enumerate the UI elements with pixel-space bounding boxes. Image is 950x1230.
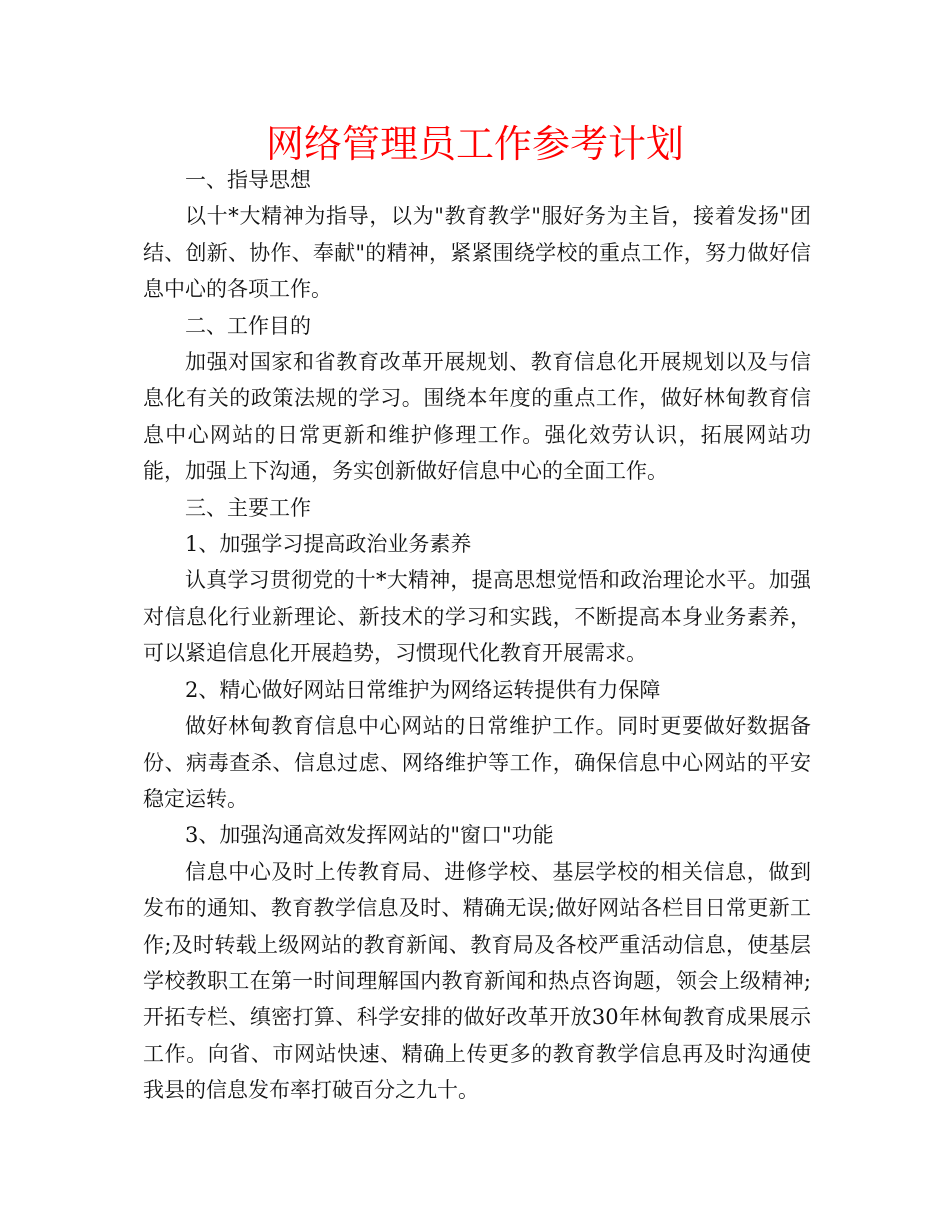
heading-main-work: 三、主要工作	[185, 495, 311, 520]
paragraph-maintenance: 做好林甸教育信息中心网站的日常维护工作。同时更要做好数据备份、病毒查杀、信息过虑、网络维护等工作，确保信息中心网站的平安稳定运转。	[143, 714, 811, 811]
heading-guiding-thought: 一、指导思想	[185, 168, 311, 192]
subheading-study: 1、加强学习提高政治业务素养	[185, 532, 472, 557]
document-title: 网络管理员工作参考计划	[265, 122, 684, 166]
paragraph-study: 认真学习贯彻党的十*大精神，提高思想觉悟和政治理论水平。加强对信息化行业新理论、新技术的学习和实践，不断提高本身业务素养，可以紧追信息化开展趋势，习惯现代化教育开展需求。	[143, 568, 811, 666]
document-body	[143, 162, 811, 1109]
paragraph-work-goal: 加强对国家和省教育改革开展规划、教育信息化开展规划以及与信息化有关的政策法规的学习。围绕本年度的重点工作，做好林甸教育信息中心网站的日常更新和维护修理工作。强化效劳认识，拓展网站功能，加强上下沟通，务实创新做好信息中心的全面工作。	[143, 350, 811, 484]
subheading-communication: 3、加强沟通高效发挥网站的"窗口"功能	[185, 823, 554, 848]
heading-work-goal: 二、工作目的	[185, 313, 311, 338]
subheading-maintenance: 2、精心做好网站日常维护为网络运转提供有力保障	[185, 677, 661, 702]
paragraph-communication: 信息中心及时上传教育局、进修学校、基层学校的相关信息，做到发布的通知、教育教学信息及时、精确无误;做好网站各栏目日常更新工作;及时转载上级网站的教育新闻、教育局及各校严重活动信息，使基层学校教职工在第一时间理解国内教育新闻和热点咨询题，领会上级精神;开拓专栏、缜密打算、科学安排的做好改革开放30年林甸教育成果展示工作。向省、市网站快速、精确上传更多的教育教学信息再及时沟通使我县的信息发布率打破百分之九十。	[143, 859, 811, 1103]
paragraph-guiding-thought: 以十*大精神为指导，以为"教育教学"服好务为主旨，接着发扬"团结、创新、协作、奉献"的精神，紧紧围绕学校的重点工作，努力做好信息中心的各项工作。	[143, 204, 811, 302]
